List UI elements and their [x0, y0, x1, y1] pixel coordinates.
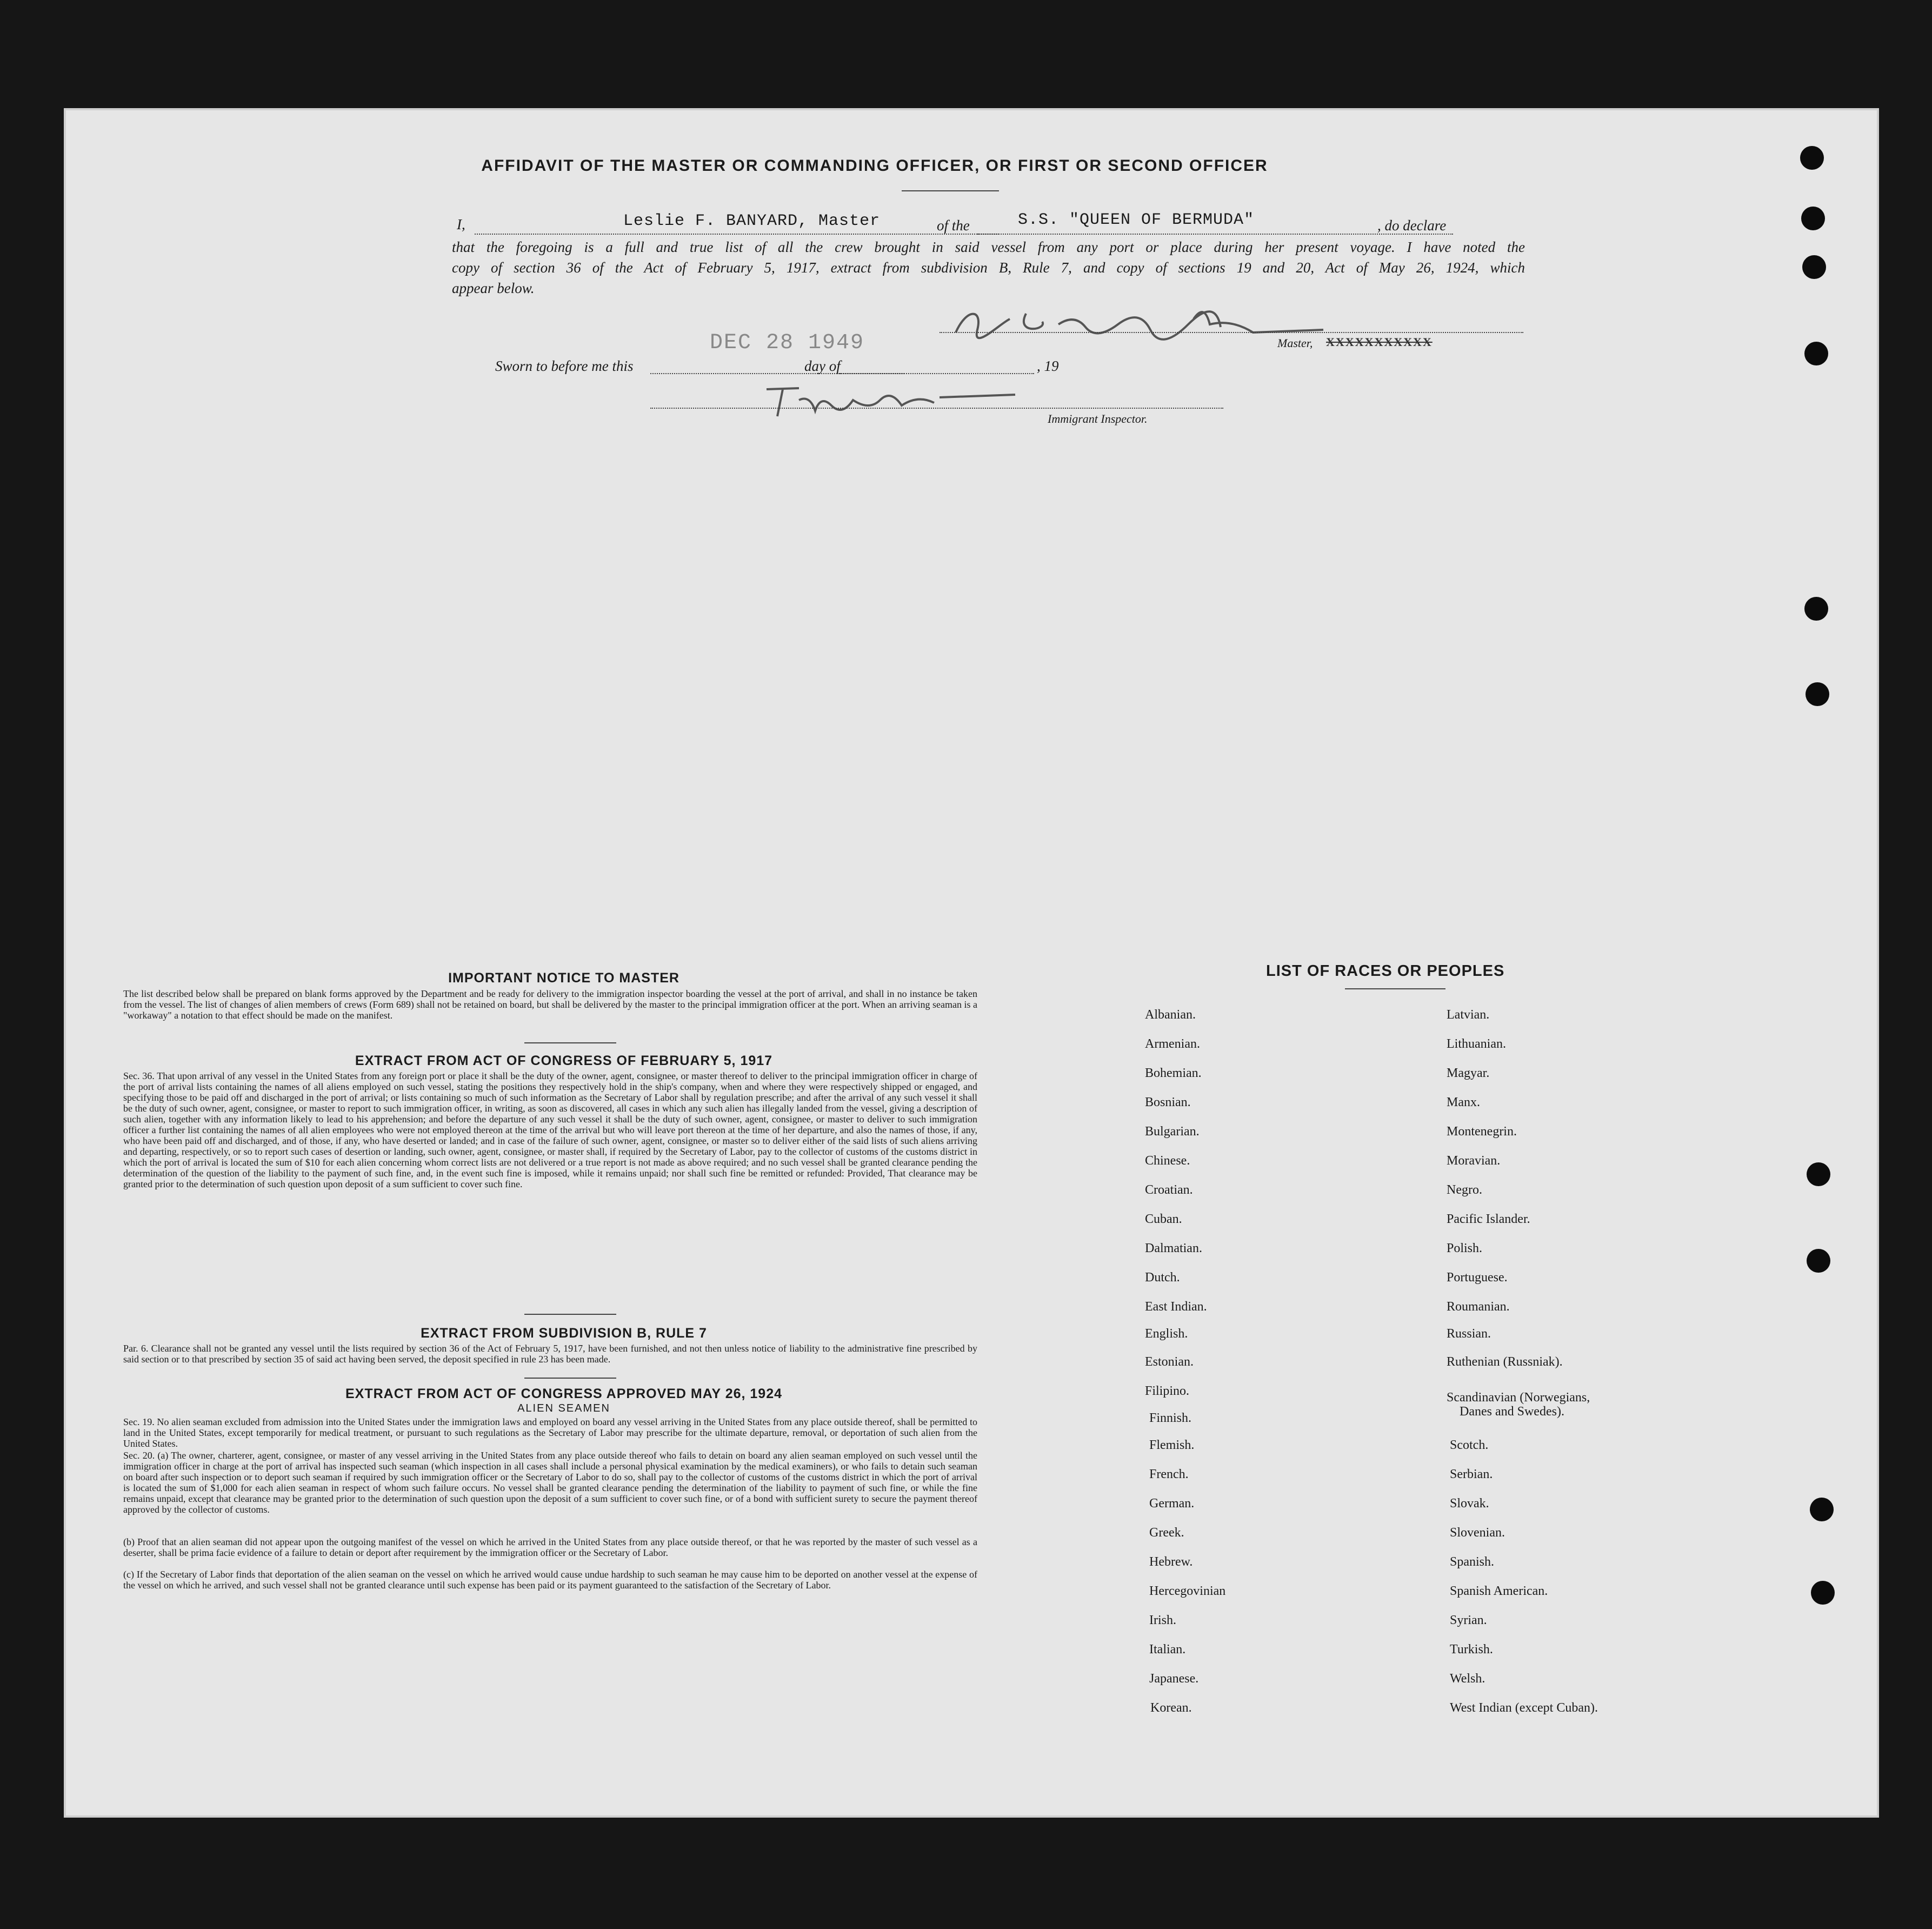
race-item: Greek.: [1149, 1526, 1184, 1540]
race-item: Cuban.: [1145, 1212, 1182, 1226]
divider: [524, 1314, 616, 1315]
race-item: Scandinavian (Norwegians,: [1447, 1391, 1590, 1405]
race-item: Irish.: [1149, 1613, 1176, 1627]
rule7-title: EXTRACT FROM SUBDIVISION B, RULE 7: [421, 1326, 707, 1341]
race-item: Flemish.: [1149, 1438, 1195, 1452]
punch-hole: [1810, 1498, 1834, 1521]
punch-hole: [1807, 1249, 1830, 1273]
race-item: Spanish.: [1450, 1555, 1495, 1569]
races-divider: [1345, 988, 1445, 989]
race-item: Moravian.: [1447, 1154, 1501, 1168]
race-item: Japanese.: [1149, 1672, 1199, 1686]
affidavit-body-line3: appear below.: [452, 280, 535, 296]
divider: [524, 1042, 616, 1043]
race-item: Dalmatian.: [1145, 1241, 1202, 1255]
inspector-signature: [761, 378, 1021, 422]
race-item: Albanian.: [1145, 1008, 1196, 1022]
extract-1924-subtitle: ALIEN SEAMEN: [517, 1402, 610, 1414]
race-item: Slovak.: [1450, 1496, 1489, 1511]
race-item: West Indian (except Cuban).: [1450, 1701, 1598, 1715]
race-item: Polish.: [1447, 1241, 1483, 1255]
race-item: East Indian.: [1145, 1300, 1207, 1314]
race-item: Hebrew.: [1149, 1555, 1193, 1569]
affidavit-i-label: I,: [457, 216, 465, 232]
race-item: Armenian.: [1145, 1037, 1200, 1051]
race-item: Estonian.: [1145, 1355, 1194, 1369]
race-item: Ruthenian (Russniak).: [1447, 1355, 1563, 1369]
master-name: Leslie F. BANYARD, Master: [623, 212, 881, 230]
extract-1924-sec20a: Sec. 20. (a) The owner, charterer, agent, consignee, or master of any vessel arriving in the United States from any place outside thereof who fails to detain on board any alien seaman employed on such vessel until the immigration officer in charge at the port of arrival has inspected such seaman (which inspection in all cases shall include a personal physical examination by the medical examiners), or who fails to detain such seaman on board after such inspection or to deport such seaman if required by such immigration officer or the Secretary of Labor to do so, shall pay to the collector of customs of the customs district in which the port of arrival is located the sum of $1,000 for each alien seaman in respect of whom such failure occurs. No vessel shall be granted clearance pending the determination of the liability to payment of such fine, or while the fine remains unpaid, except that clearance may be granted prior to the determination of such question upon the deposit of a sum sufficient to cover such fine, or of a bond with sufficient surety to secure the payment thereof approved by the collector of customs.: [123, 1450, 977, 1515]
race-item: Manx.: [1447, 1095, 1480, 1109]
affidavit-title: AFFIDAVIT OF THE MASTER OR COMMANDING OFFICER, OR FIRST OR SECOND OFFICER: [481, 157, 1268, 175]
year-label: , 19: [1037, 358, 1059, 374]
master-signature-line: [940, 332, 1523, 333]
race-item: Lithuanian.: [1447, 1037, 1506, 1051]
master-name-line: [475, 234, 999, 235]
master-struck-text: XXXXXXXXXXX: [1326, 335, 1433, 349]
punch-hole: [1800, 146, 1824, 170]
inspector-signature-line: [650, 408, 1223, 409]
day-of-label: day of: [804, 358, 841, 374]
punch-hole: [1807, 1162, 1830, 1186]
affidavit-body-line2: copy of section 36 of the Act of February 5, 1917, extract from subdivision B, Rule 7, and copy of sections 19 and 20, Act of May 26, 1924, which: [452, 260, 1525, 276]
master-label: Master,: [1277, 336, 1313, 350]
race-item: Serbian.: [1450, 1467, 1493, 1481]
race-item: Roumanian.: [1447, 1300, 1510, 1314]
notice-title: IMPORTANT NOTICE TO MASTER: [448, 970, 679, 986]
race-item: Pacific Islander.: [1447, 1212, 1530, 1226]
notice-body: The list described below shall be prepared on blank forms approved by the Department and be ready for delivery to the immigration inspector boarding the vessel at the port of arrival, and shall in no instance be taken from the vessel. The list of changes of alien members of crews (Form 689) shall not be retained on board, but shall be delivered by the master to the principal immigration officer at the port. When an arriving seaman is a "workaway" a notation to that effect should be made on the manifest.: [123, 988, 977, 1021]
race-item: Turkish.: [1450, 1642, 1493, 1657]
punch-hole: [1801, 207, 1825, 230]
race-item: Bulgarian.: [1145, 1125, 1200, 1139]
master-signature: [950, 303, 1329, 346]
race-item: Magyar.: [1447, 1066, 1490, 1080]
punch-hole: [1802, 255, 1826, 279]
race-item: English.: [1145, 1327, 1188, 1341]
extract-1924-sec20b: (b) Proof that an alien seaman did not appear upon the outgoing manifest of the vessel on which he arrived in the United States from any place outside thereof, or that he was reported by the master of such vessel as a deserter, shall be prima facie evidence of a failure to detain or deport after requirement by the immigration officer or the Secretary of Labor.: [123, 1536, 977, 1558]
race-item: Scotch.: [1450, 1438, 1489, 1452]
race-item: Croatian.: [1145, 1183, 1193, 1197]
race-item: Welsh.: [1450, 1672, 1485, 1686]
race-item: Russian.: [1447, 1327, 1491, 1341]
extract-1917-body: Sec. 36. That upon arrival of any vessel in the United States from any foreign port or place it shall be the duty of the owner, agent, consignee, or master thereof to deliver to the principal immigration officer in charge of the port of arrival lists containing the names of all aliens employed on such vessel, stating the positions they respectively hold in the ship's company, when and where they were respectively shipped or engaged, and specifying those to be paid off and discharged in the port of arrival; or lists containing so much of such information as the Secretary of Labor shall by regulation prescribe; and after the arrival of any such vessel it shall be the duty of such owner, agent, consignee, or master to report to such immigration officer, in writing, as soon as discovered, all cases in which any such alien has illegally landed from the vessel, giving a description of such alien, together with any information likely to lead to his apprehension; and before the departure of any such vessel it shall be the duty of such owner, agent, consignee, or master to deliver to such immigration officer a further list containing the names of all alien employees who were not employed thereon at the time of the arrival but who will leave port thereon at the time of her departure, and also the names of those, if any, who have been paid off and discharged, and of those, if any, who have deserted or landed; and in case of the failure of such owner, agent, consignee, or master so to deliver either of the said lists of such aliens arriving and departing, respectively, or so to report such cases of desertion or landing, such owner, agent, consignee, or master shall, if required by the Secretary of Labor, pay to the collector of customs of the customs district in which the port of arrival is located the sum of $10 for each alien concerning whom correct lists are not delivered or a true report is not made as above required; and no such vessel shall be granted clearance pending the determination of the question of the liability to the payment of such fine, and, in the event such fine is imposed, while it remains unpaid; nor shall such fine be remitted or refunded: Provided, That clearance may be granted prior to the determination of such question upon deposit of a sum sufficient to cover such fine.: [123, 1070, 977, 1189]
document-page: [64, 108, 1879, 1818]
extract-1924-title: EXTRACT FROM ACT OF CONGRESS APPROVED MAY 26, 1924: [345, 1386, 783, 1401]
races-title: LIST OF RACES OR PEOPLES: [1266, 962, 1505, 980]
do-declare-label: , do declare: [1377, 217, 1447, 234]
race-item: Korean.: [1150, 1701, 1192, 1715]
race-item: Slovenian.: [1450, 1526, 1505, 1540]
race-item: Chinese.: [1145, 1154, 1190, 1168]
race-item: Negro.: [1447, 1183, 1482, 1197]
divider: [524, 1378, 616, 1379]
race-item: Bosnian.: [1145, 1095, 1191, 1109]
of-the-label: of the: [937, 217, 970, 234]
extract-1917-title: EXTRACT FROM ACT OF CONGRESS OF FEBRUARY 5, 1917: [355, 1053, 773, 1068]
extract-1924-sec20c: (c) If the Secretary of Labor finds that deportation of the alien seaman on the vessel on which he arrived would cause undue hardship to such seaman he may cause him to be deported on another vessel at the expense of the vessel on which he arrived, and such vessel shall not be granted clearance until such expense has been paid or its payment guaranteed to the satisfaction of the Secretary of Labor.: [123, 1569, 977, 1591]
race-item: Bohemian.: [1145, 1066, 1202, 1080]
affidavit-body-line1: that the foregoing is a full and true list of all the crew brought in said vessel from any port or place during her present voyage. I have noted the: [452, 239, 1525, 255]
race-item: Portuguese.: [1447, 1271, 1508, 1285]
race-item: Latvian.: [1447, 1008, 1490, 1022]
sworn-month-line: [840, 373, 1034, 374]
race-item: Danes and Swedes).: [1460, 1405, 1564, 1419]
punch-hole: [1804, 597, 1828, 621]
punch-hole: [1806, 682, 1829, 706]
race-item: Filipino.: [1145, 1384, 1190, 1398]
punch-hole: [1811, 1581, 1835, 1605]
race-item: Spanish American.: [1450, 1584, 1548, 1598]
date-stamp: DEC 28 1949: [710, 331, 865, 355]
race-item: Italian.: [1149, 1642, 1186, 1657]
race-item: Dutch.: [1145, 1271, 1180, 1285]
race-item: French.: [1149, 1467, 1189, 1481]
extract-1924-sec19: Sec. 19. No alien seaman excluded from admission into the United States under the immigration laws and employed on board any vessel arriving in the United States from any place outside thereof, shall be permitted to land in the United States, except temporarily for medical treatment, or pursuant to such regulations as the Secretary of Labor may prescribe for the ultimate departure, removal, or deportation of such alien from the United States.: [123, 1416, 977, 1449]
rule7-body: Par. 6. Clearance shall not be granted any vessel until the lists required by section 36 of the Act of February 5, 1917, have been furnished, and not then unless notice of liability to the administrative fine prescribed by said section or to that prescribed by section 35 of said act having been served, the deposit specified in rule 23 has been made.: [123, 1343, 977, 1365]
vessel-name: S.S. "QUEEN OF BERMUDA": [1018, 211, 1255, 229]
title-divider: [902, 190, 999, 191]
race-item: German.: [1149, 1496, 1195, 1511]
race-item: Hercegovinian: [1149, 1584, 1226, 1598]
inspector-label: Immigrant Inspector.: [1048, 412, 1148, 425]
sworn-label: Sworn to before me this: [495, 358, 634, 374]
race-item: Syrian.: [1450, 1613, 1487, 1627]
race-item: Montenegrin.: [1447, 1125, 1517, 1139]
race-item: Finnish.: [1149, 1411, 1192, 1425]
punch-hole: [1804, 342, 1828, 365]
